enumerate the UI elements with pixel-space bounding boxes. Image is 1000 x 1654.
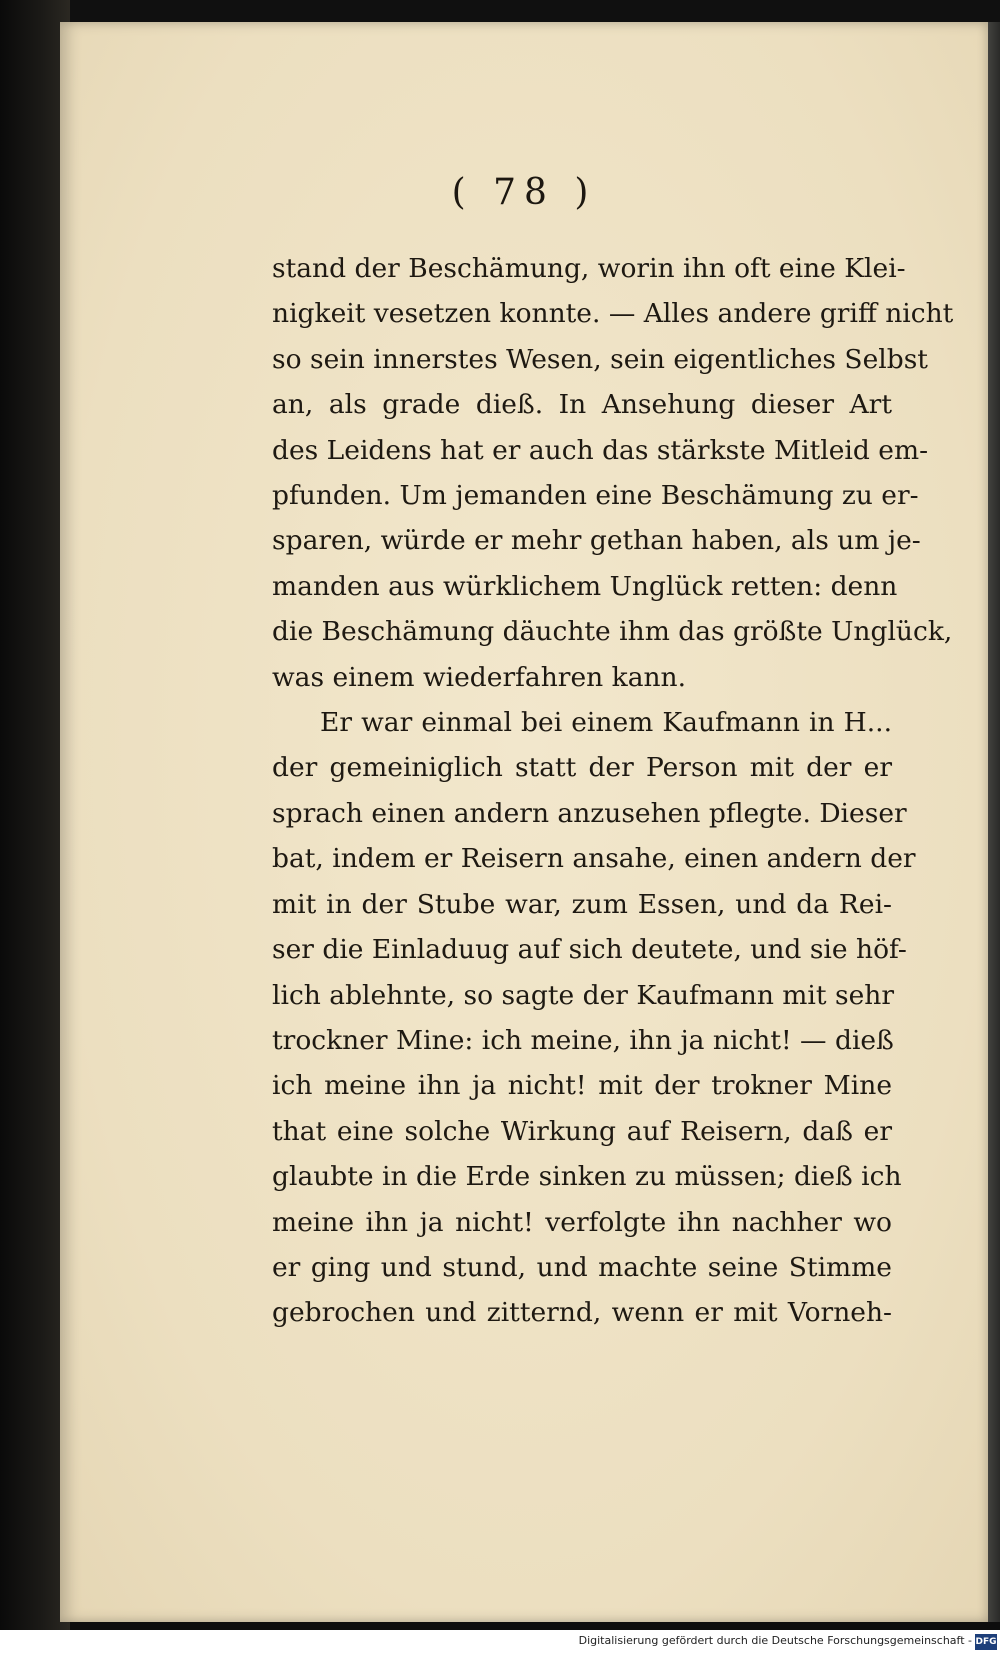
text-line-20: that eine solche Wirkung auf Reisern, daß er xyxy=(272,1115,892,1147)
body-text xyxy=(272,246,954,1336)
page-number: ( 78 ) xyxy=(451,172,597,213)
text-line-23: er ging und stund, und machte seine Stimme xyxy=(272,1251,892,1283)
text-line-8: manden aus würklichem Unglück retten: denn xyxy=(272,570,898,602)
text-line-13: sprach einen andern anzusehen pflegte. Dieser xyxy=(272,797,907,829)
text-line-19: ich meine ihn ja nicht! mit der trokner Mine xyxy=(272,1070,892,1102)
text-line-7: sparen, würde er mehr gethan haben, als um je- xyxy=(272,525,921,557)
text-line-2: nigkeit vesetzen konnte. — Alles andere griff nicht xyxy=(272,298,954,330)
text-line-4: an, als grade dieß. In Ansehung dieser Art xyxy=(272,389,892,421)
text-line-3: so sein innerstes Wesen, sein eigentliches Selbst xyxy=(272,343,928,375)
text-line-10: was einem wiederfahren kann. xyxy=(272,661,687,693)
text-line-5: des Leidens hat er auch das stärkste Mitleid em- xyxy=(272,434,929,466)
text-line-1: stand der Beschämung, worin ihn oft eine Klei- xyxy=(272,253,906,284)
text-line-12: der gemeiniglich statt der Person mit der er xyxy=(272,752,892,784)
book-page xyxy=(60,22,988,1622)
text-line-6: pfunden. Um jemanden eine Beschämung zu er- xyxy=(272,480,919,512)
text-line-11: Er war einmal bei einem Kaufmann in H... xyxy=(320,707,892,739)
text-line-9: die Beschämung däuchte ihm das größte Unglück, xyxy=(272,616,953,648)
text-line-22: meine ihn ja nicht! verfolgte ihn nachher wo xyxy=(272,1206,892,1238)
dfg-logo: DFG xyxy=(975,1634,997,1650)
text-line-21: glaubte in die Erde sinken zu müssen; dieß ich xyxy=(272,1161,902,1193)
text-line-14: bat, indem er Reisern ansahe, einen andern der xyxy=(272,843,916,875)
text-line-18: trockner Mine: ich meine, ihn ja nicht! — dieß xyxy=(272,1024,894,1056)
footer-credit: Digitalisierung gefördert durch die Deutsche Forschungsgemeinschaft - xyxy=(578,1634,972,1647)
scan-top-border xyxy=(0,0,1000,22)
text-line-24: gebrochen und zitternd, wenn er mit Vorneh- xyxy=(272,1297,892,1329)
digitization-footer xyxy=(0,1630,1000,1654)
text-line-16: ser die Einladuug auf sich deutete, und sie höf- xyxy=(272,934,907,966)
text-line-15: mit in der Stube war, zum Essen, und da Rei- xyxy=(272,888,892,920)
text-line-17: lich ablehnte, so sagte der Kaufmann mit sehr xyxy=(272,979,894,1011)
